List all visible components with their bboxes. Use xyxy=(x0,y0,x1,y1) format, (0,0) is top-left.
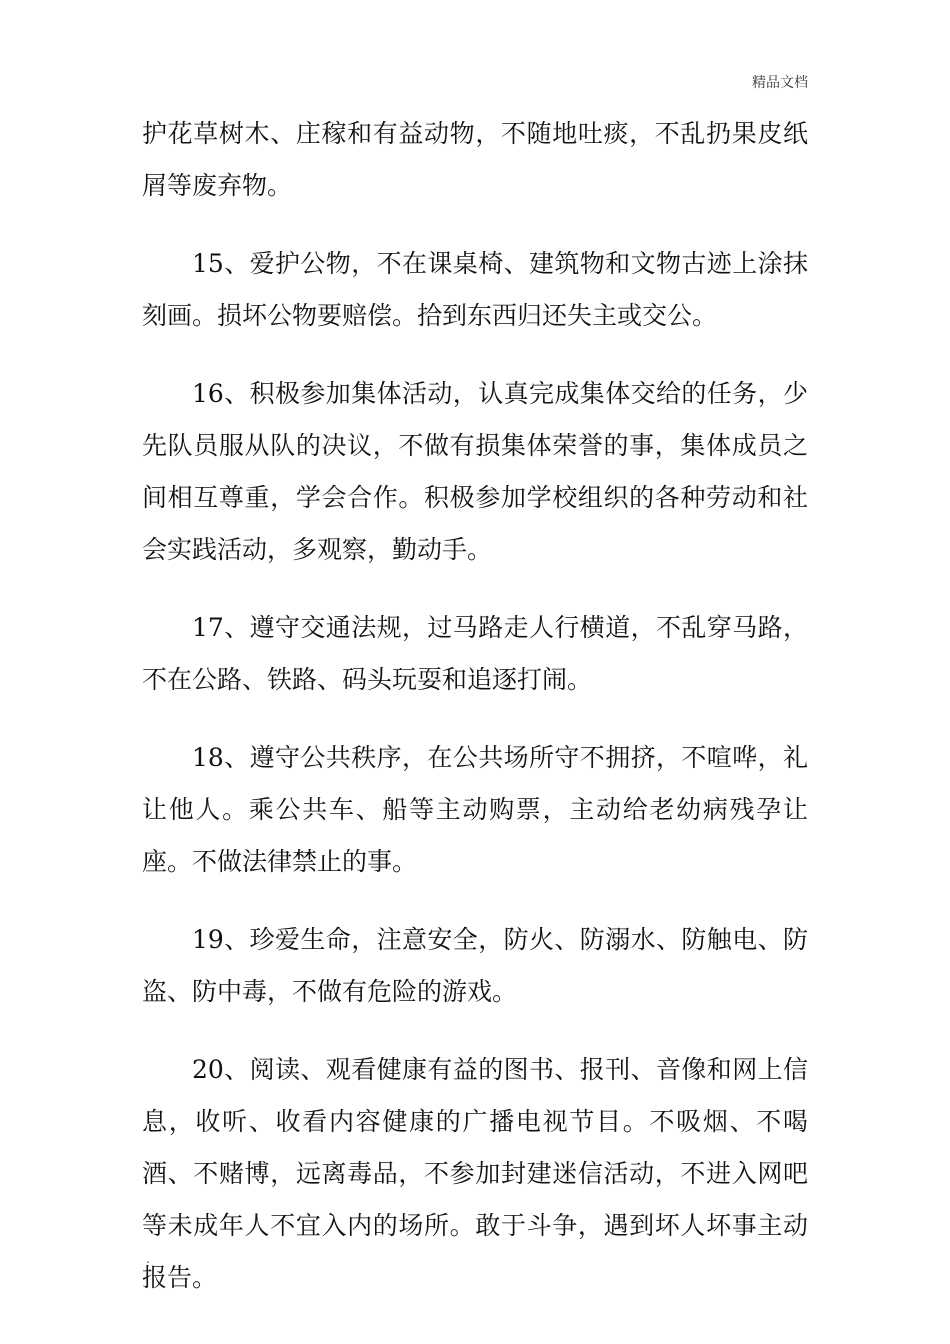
page-header-label: 精品文档 xyxy=(752,75,808,91)
paragraph-item-20: 20、阅读、观看健康有益的图书、报刊、音像和网上信息，收听、收看内容健康的广播电视节目。不吸烟、不喝酒、不赌博，远离毒品，不参加封建迷信活动，不进入网吧等未成年人不宜入内的场所。敢于斗争，遇到坏人坏事主动报告。 xyxy=(142,1055,808,1292)
paragraph-continuation: 护花草树木、庄稼和有益动物，不随地吐痰，不乱扔果皮纸屑等废弃物。 xyxy=(142,119,808,200)
paragraph-item-19: 19、珍爱生命，注意安全，防火、防溺水、防触电、防盗、防中毒，不做有危险的游戏。 xyxy=(142,925,808,1006)
paragraph-item-16: 16、积极参加集体活动，认真完成集体交给的任务，少先队员服从队的决议，不做有损集体荣誉的事，集体成员之间相互尊重，学会合作。积极参加学校组织的各种劳动和社会实践活动，多观察，勤动手。 xyxy=(142,379,808,564)
paragraph-item-15: 15、爱护公物，不在课桌椅、建筑物和文物古迹上涂抹刻画。损坏公物要赔偿。拾到东西归还失主或交公。 xyxy=(142,249,808,330)
document-body xyxy=(142,108,808,1330)
paragraph-item-17: 17、遵守交通法规，过马路走人行横道，不乱穿马路，不在公路、铁路、码头玩耍和追逐打闹。 xyxy=(142,613,808,694)
paragraph-item-18: 18、遵守公共秩序，在公共场所守不拥挤，不喧哗，礼让他人。乘公共车、船等主动购票，主动给老幼病残孕让座。不做法律禁止的事。 xyxy=(142,743,808,876)
footer-mark: . xyxy=(146,1252,150,1266)
